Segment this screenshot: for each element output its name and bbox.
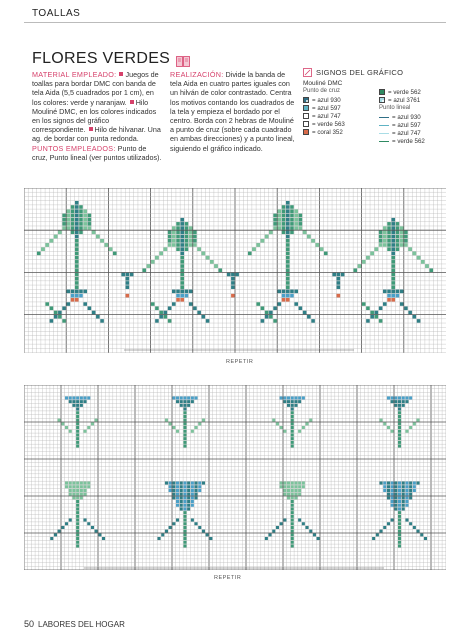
page-number: 50 bbox=[24, 619, 35, 629]
legend-item bbox=[303, 112, 369, 120]
material-text-1: Juegos de toallas para bordar DMC con banda de tela Aida (5,5 cuadrados por 1 cm), en los colores: verde y naranjaw. bbox=[32, 70, 159, 107]
legend-item-label: = verde 562 bbox=[388, 88, 421, 96]
legend-item-label: = azul 747 bbox=[312, 112, 341, 120]
legend-title: SIGNOS DEL GRÁFICO bbox=[316, 68, 404, 77]
top-divider bbox=[24, 22, 446, 23]
legend-item-label: = verde 563 bbox=[312, 120, 345, 128]
legend-item bbox=[379, 121, 445, 129]
filled-symbol bbox=[303, 129, 309, 135]
magazine-name: LABORES DEL HOGAR bbox=[38, 620, 125, 629]
page-footer bbox=[24, 619, 125, 629]
legend-item-label: = azul 930 bbox=[392, 113, 421, 121]
legend-item-label: = azul 930 bbox=[312, 96, 341, 104]
empty-symbol bbox=[303, 121, 309, 127]
legend-spacer bbox=[379, 79, 445, 88]
points-label: PUNTOS EMPLEADOS: bbox=[32, 143, 116, 153]
legend-item-label: = azul 597 bbox=[312, 104, 341, 112]
title-row bbox=[32, 50, 190, 68]
dot-mark bbox=[382, 100, 384, 102]
legend-header bbox=[303, 68, 445, 77]
legend-line-label: Punto lineal bbox=[379, 105, 411, 111]
dot-symbol bbox=[379, 97, 385, 103]
legend-item-label: = azul 3761 bbox=[388, 96, 421, 104]
legend-item bbox=[379, 88, 445, 96]
legend-item bbox=[303, 120, 369, 128]
legend-item-label: = azul 747 bbox=[392, 129, 421, 137]
legend-left bbox=[303, 79, 369, 145]
section-tag: TOALLAS bbox=[32, 8, 81, 19]
page-title: FLORES VERDES bbox=[32, 50, 171, 67]
line-symbol bbox=[379, 141, 389, 142]
dot-symbol bbox=[303, 97, 309, 103]
filled-symbol bbox=[379, 89, 385, 95]
line-symbol bbox=[379, 125, 389, 126]
material-text-2: Hilo Mouliné DMC, en los colores indicados en los signos del gráfico correspondiente. bbox=[32, 97, 157, 135]
line-symbol bbox=[379, 133, 389, 134]
grid bbox=[24, 188, 446, 353]
legend-item-label: = azul 597 bbox=[392, 121, 421, 129]
legend-item bbox=[379, 129, 445, 137]
legend-item bbox=[379, 113, 445, 121]
grid bbox=[24, 385, 446, 570]
material-label: MATERIAL EMPLEADO: bbox=[32, 70, 117, 79]
legend-item bbox=[303, 104, 369, 112]
legend-item bbox=[303, 128, 369, 136]
legend-brand: Mouliné DMC bbox=[303, 80, 343, 87]
legend-item-label: = verde 562 bbox=[392, 137, 425, 145]
dot-mark bbox=[306, 100, 308, 102]
points-text: Punto de cruz, Punto lineal (ver puntos utilizados). bbox=[32, 143, 162, 162]
chart-legend bbox=[303, 68, 445, 145]
needle-icon bbox=[303, 68, 312, 77]
material-text-3: Hilo de hilvanar. Una ag. de bordar con punta redonda. bbox=[32, 125, 161, 144]
materials-column bbox=[32, 70, 162, 162]
legend-item bbox=[303, 96, 369, 104]
book-icon bbox=[176, 54, 190, 65]
legend-item bbox=[379, 137, 445, 145]
legend-cross-label: Punto de cruz bbox=[303, 88, 341, 94]
repeat-label-2: REPETIR bbox=[214, 575, 242, 581]
legend-item bbox=[379, 96, 445, 104]
cross-stitch-chart-1 bbox=[24, 188, 446, 353]
bullet-square-icon bbox=[130, 100, 134, 104]
bullet-square-icon bbox=[119, 72, 123, 76]
realizacion-label: REALIZACIÓN: bbox=[170, 70, 224, 79]
cross-stitch-chart-2 bbox=[24, 385, 446, 570]
instructions-column bbox=[170, 70, 298, 153]
legend-item-label: = coral 352 bbox=[312, 128, 343, 136]
repeat-label-1: REPETIR bbox=[226, 359, 254, 365]
line-symbol bbox=[379, 117, 389, 118]
empty-symbol bbox=[303, 113, 309, 119]
legend-right bbox=[379, 79, 445, 145]
bullet-square-icon bbox=[89, 127, 93, 131]
realizacion-text: Divide la banda de tela Aida en cuatro partes iguales con un hilván de color contrastado. Centra los motivos contando los cuadrados de la tela y empieza el bordado por el centro. Borda con 2 hebras de Mouliné a punto de cruz (sobre cada cuadrado en ambas direcciones) y a punto lineal, siguiendo el gráfico indicado. bbox=[170, 70, 295, 153]
filled-symbol bbox=[303, 105, 309, 111]
